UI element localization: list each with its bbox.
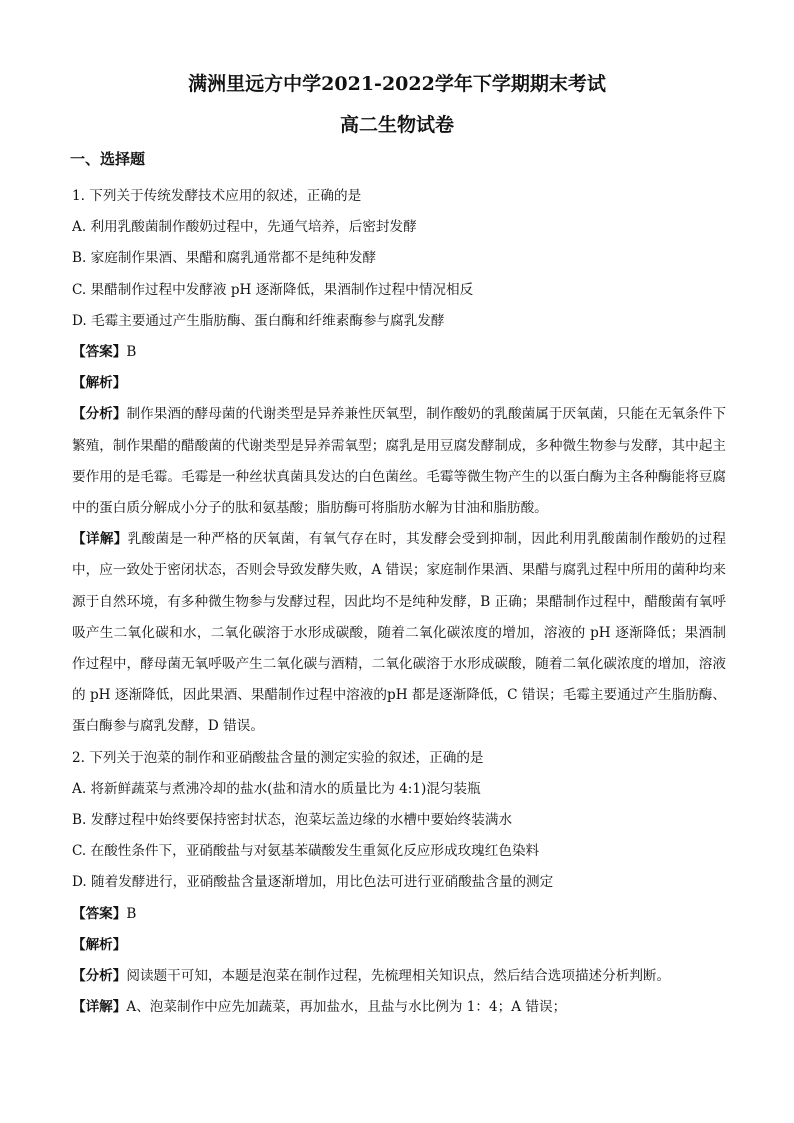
- question-2-stem: 2. 下列关于泡菜的制作和亚硝酸盐含量的测定实验的叙述，正确的是: [72, 749, 484, 766]
- answer-tag: 【答案】: [72, 344, 127, 361]
- answer-tag: 【答案】: [72, 905, 127, 922]
- question-1-option-a: A. 利用乳酸菌制作酸奶过程中，先通气培养，后密封发酵: [72, 219, 417, 236]
- analysis-tag: 【解析】: [72, 936, 127, 953]
- analysis-tag: 【解析】: [72, 375, 127, 392]
- question-1-xiangjie: [72, 524, 726, 742]
- xiangjie-tag: 【详解】: [72, 531, 128, 548]
- question-2-analysis-heading: [72, 930, 726, 961]
- question-1-fenxi: [72, 399, 726, 524]
- question-content: [72, 181, 726, 1023]
- fenxi-tag: 【分析】: [72, 968, 127, 985]
- xiangjie-text: 乳酸菌是一种严格的厌氧菌，有氧气存在时，其发酵会受到抑制，因此利用乳酸菌制作酸奶的过程中，应一致处于密闭状态，否则会导致发酵失败，A 错误；家庭制作果酒、果醋与腐乳过程中所用的菌种均来源于自然环境，有多种微生物参与发酵过程，因此均不是纯种发酵，B 正确；果醋制作过程中，醋酸菌有氧呼吸产生二氧化碳和水，二氧化碳溶于水形成碳酸，随着二氧化碳浓度的增加，溶液的 pH 逐渐降低；果酒制作过程中，酵母菌无氧呼吸产生二氧化碳与酒精，二氧化碳溶于水形成碳酸，随着二氧化碳浓度的增加，溶液的 pH 逐渐降低，因此果酒、果醋制作过程中溶液的pH 都是逐渐降低，C 错误；毛霉主要通过产生脂肪酶、蛋白酶参与腐乳发酵，D 错误。: [72, 531, 726, 735]
- question-1-answer: [72, 337, 726, 368]
- xiangjie-text: A、泡菜制作中应先加蔬菜，再加盐水，且盐与水比例为 1：4；A 错误；: [126, 999, 567, 1016]
- question-2-option-b: B. 发酵过程中始终要保持密封状态，泡菜坛盖边缘的水槽中要始终装满水: [72, 812, 513, 829]
- question-1-option-c: C. 果醋制作过程中发酵液 pH 逐渐降低，果酒制作过程中情况相反: [72, 281, 474, 298]
- question-1-option-b: B. 家庭制作果酒、果醋和腐乳通常都不是纯种发酵: [72, 250, 377, 267]
- question-2-option-c: C. 在酸性条件下，亚硝酸盐与对氨基苯磺酸发生重氮化反应形成玫瑰红色染料: [72, 843, 540, 860]
- question-2-answer: [72, 899, 726, 930]
- fenxi-text: 阅读题干可知，本题是泡菜在制作过程，先梳理相关知识点，然后结合选项描述分析判断。: [126, 968, 671, 985]
- answer-value: B: [126, 344, 137, 361]
- fenxi-text: 制作果酒的酵母菌的代谢类型是异养兼性厌氧型，制作酸奶的乳酸菌属于厌氧菌，只能在无氧条件下繁殖，制作果醋的醋酸菌的代谢类型是异养需氧型；腐乳是用豆腐发酵制成，多种微生物参与发酵，其中起主要作用的是毛霉。毛霉是一种丝状真菌具发达的白色菌丝。毛霉等微生物产生的以蛋白酶为主各种酶能将豆腐中的蛋白质分解成小分子的肽和氨基酸；脂肪酶可将脂肪水解为甘油和脂肪酸。: [72, 406, 727, 517]
- question-1-stem: 1. 下列关于传统发酵技术应用的叙述，正确的是: [72, 188, 362, 204]
- question-1-option-d: D. 毛霉主要通过产生脂肪酶、蛋白酶和纤维素酶参与腐乳发酵: [72, 312, 445, 329]
- exam-subtitle: 高二生物试卷: [339, 114, 454, 136]
- exam-title: 满洲里远方中学2021-2022学年下学期期末考试: [188, 73, 606, 95]
- section-heading: 一、选择题: [70, 150, 146, 168]
- answer-value: B: [126, 905, 137, 922]
- question-2-xiangjie: [72, 992, 726, 1023]
- xiangjie-tag: 【详解】: [72, 999, 127, 1016]
- question-2-option-a: A. 将新鲜蔬菜与煮沸冷却的盐水(盐和清水的质量比为 4:1)混匀装瓶: [72, 780, 481, 797]
- question-2-option-d: D. 随着发酵进行，亚硝酸盐含量逐渐增加，用比色法可进行亚硝酸盐含量的测定: [72, 874, 554, 891]
- question-1-analysis-heading: [72, 368, 726, 399]
- question-2-fenxi: [72, 961, 726, 992]
- fenxi-tag: 【分析】: [72, 406, 127, 423]
